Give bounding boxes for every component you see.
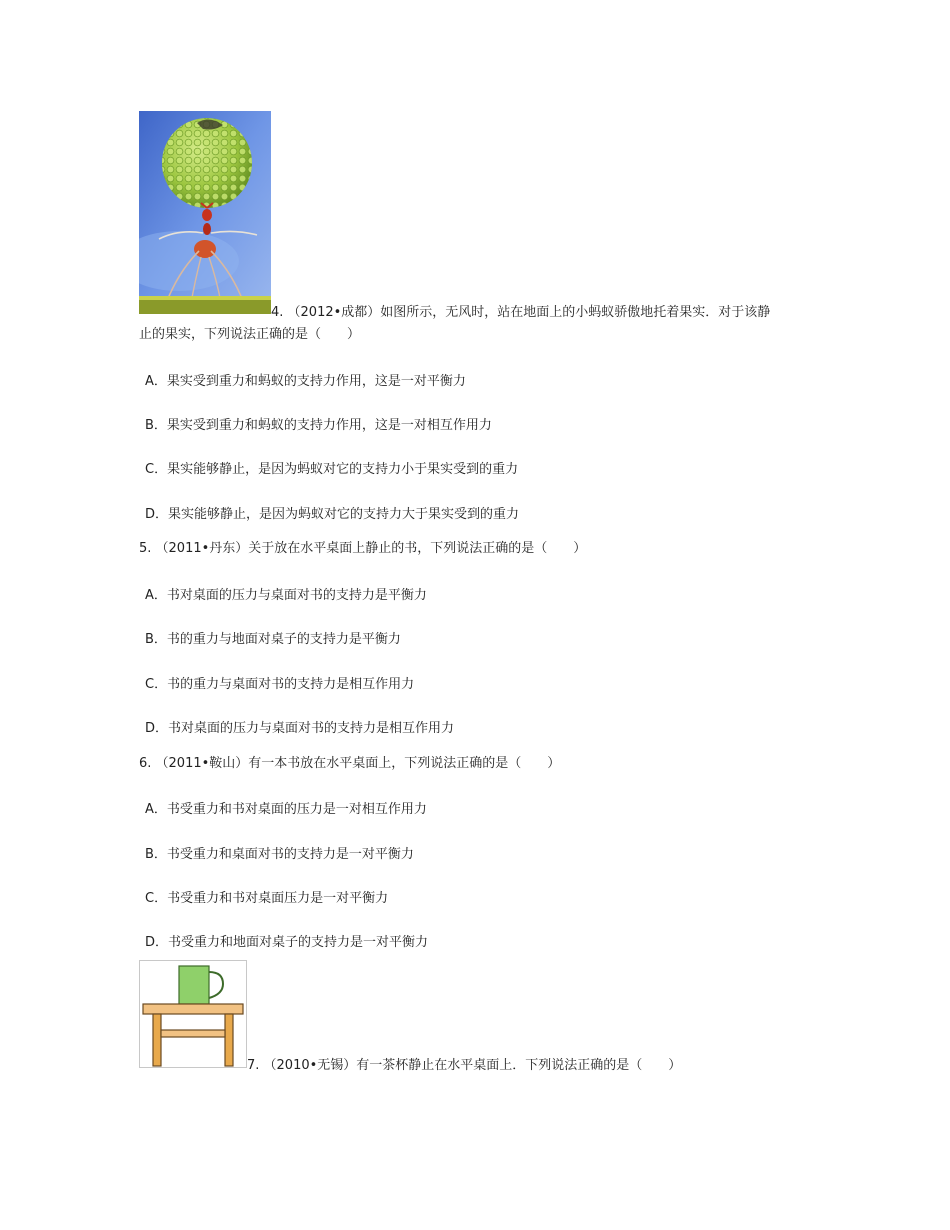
q5-option-a: A．书对桌面的压力与桌面对书的支持力是平衡力 <box>145 588 427 603</box>
q6-option-d: D．书受重力和地面对桌子的支持力是一对平衡力 <box>145 935 429 950</box>
ant-fruit-photo <box>139 111 271 314</box>
cup-on-table-figure <box>139 960 247 1068</box>
q4-option-c: C．果实能够静止，是因为蚂蚁对它的支持力小于果实受到的重力 <box>145 462 519 477</box>
q7-stem: 7. （2010•无锡）有一茶杯静止在水平桌面上．下列说法正确的是（ ） <box>247 1058 682 1073</box>
q4-option-a: A．果实受到重力和蚂蚁的支持力作用，这是一对平衡力 <box>145 374 466 389</box>
q5-option-b: B．书的重力与地面对桌子的支持力是平衡力 <box>145 632 401 647</box>
q4-option-b: B．果实受到重力和蚂蚁的支持力作用，这是一对相互作用力 <box>145 418 492 433</box>
q5-option-d: D．书对桌面的压力与桌面对书的支持力是相互作用力 <box>145 721 455 736</box>
q6-option-c: C．书受重力和书对桌面压力是一对平衡力 <box>145 891 389 906</box>
q6-option-a: A．书受重力和书对桌面的压力是一对相互作用力 <box>145 802 427 817</box>
q5-stem: 5. （2011•丹东）关于放在水平桌面上静止的书，下列说法正确的是（ ） <box>139 541 587 556</box>
q4-stem-line1: 4. （2012•成都）如图所示，无风时，站在地面上的小蚂蚁骄傲地托着果实．对于该静 <box>271 305 771 320</box>
q6-stem: 6. （2011•鞍山）有一本书放在水平桌面上，下列说法正确的是（ ） <box>139 756 561 771</box>
q6-option-b: B．书受重力和桌面对书的支持力是一对平衡力 <box>145 847 414 862</box>
q4-stem-line2: 止的果实，下列说法正确的是（ ） <box>139 327 361 342</box>
q4-option-d: D．果实能够静止，是因为蚂蚁对它的支持力大于果实受到的重力 <box>145 507 520 522</box>
q5-option-c: C．书的重力与桌面对书的支持力是相互作用力 <box>145 677 415 692</box>
